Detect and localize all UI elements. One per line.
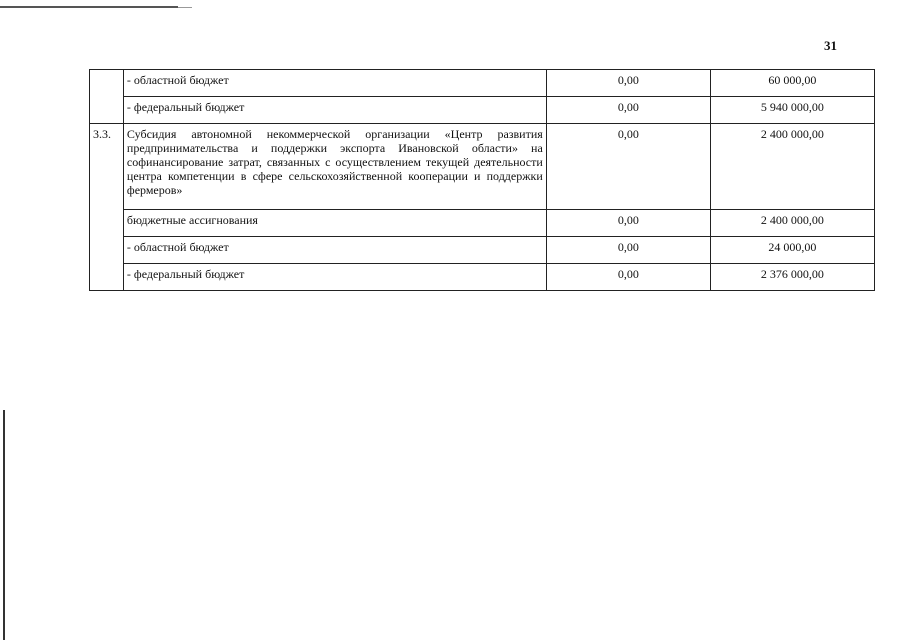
row-value-2: 2 400 000,00: [710, 210, 874, 237]
table-row: [90, 237, 875, 264]
row-value-2: 2 376 000,00: [710, 264, 874, 291]
row-number-cell: 3.3.: [90, 124, 124, 291]
row-value-2: 24 000,00: [710, 237, 874, 264]
row-value-1: 0,00: [546, 97, 710, 124]
row-value-1: 0,00: [546, 124, 710, 210]
row-number-cell: [90, 70, 124, 124]
scan-artifact-line: [178, 7, 192, 8]
row-value-2: 5 940 000,00: [710, 97, 874, 124]
table-row: [90, 264, 875, 291]
page-number: 31: [824, 38, 837, 53]
row-description: - областной бюджет: [123, 237, 546, 264]
table-row: [90, 210, 875, 237]
row-value-1: 0,00: [546, 210, 710, 237]
row-value-2: 60 000,00: [710, 70, 874, 97]
row-value-1: 0,00: [546, 70, 710, 97]
row-description: - областной бюджет: [123, 70, 546, 97]
row-description: бюджетные ассигнования: [123, 210, 546, 237]
scan-artifact-line: [0, 6, 178, 8]
row-description: - федеральный бюджет: [123, 97, 546, 124]
table-row: [90, 124, 875, 210]
row-description: Субсидия автономной некоммерческой организации «Центр развития предпринимательства и поддержки экспорта Ивановской области» на софинансирование затрат, связанных с осуществлением текущей деятельности центра компетенции в сфере сельскохозяйственной кооперации и поддержки фермеров»: [123, 124, 546, 210]
row-description: - федеральный бюджет: [123, 264, 546, 291]
row-value-2: 2 400 000,00: [710, 124, 874, 210]
table-row: [90, 70, 875, 97]
row-value-1: 0,00: [546, 264, 710, 291]
row-value-1: 0,00: [546, 237, 710, 264]
scan-artifact-edge: [3, 410, 5, 640]
table-row: [90, 97, 875, 124]
budget-table: [89, 69, 875, 291]
